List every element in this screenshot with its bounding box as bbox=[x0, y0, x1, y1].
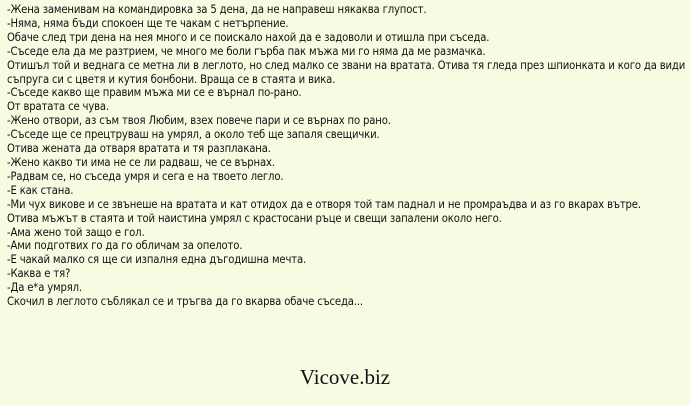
joke-line: -Е чакай малко ся ще си изпалня една дъгодишна мечта. bbox=[7, 253, 307, 267]
joke-line: -Радвам се, но съседа умря и сега е на твоето легло. bbox=[7, 169, 284, 183]
joke-line: От вратата се чува. bbox=[7, 100, 109, 114]
joke-line: -Е как стана. bbox=[7, 183, 74, 197]
joke-line: -Съседе ела да ме разтрием, че много ме боли гърба пак мъжа ми го няма да ме размачка. bbox=[7, 44, 486, 58]
joke-line: -Ама жено той защо е гол. bbox=[7, 225, 145, 239]
joke-line: -Жена заменивам на командировка за 5 дена, да не направеш някаква глупост. bbox=[7, 3, 427, 16]
joke-line: Отива мъжът в стаята и той наистина умрял с крастосани ръце и свещи запалени около него. bbox=[7, 211, 502, 225]
joke-text bbox=[7, 3, 687, 309]
joke-line: -Съседе ще се прецтрувaш на умрял, а около теб ще запаля свещички. bbox=[7, 128, 380, 142]
joke-line: -Ами подготвих го да го обличам за опелото. bbox=[7, 239, 243, 253]
joke-line: -Съседе какво ще правим мъжа ми се е върнал по-рано. bbox=[7, 86, 302, 100]
joke-line: -Жено отвори, аз съм твоя Любим, взех повече пари и се върнах по рано. bbox=[7, 114, 391, 128]
joke-line: -Ми чух викове и се звънеше на вратата и кат отидох да е отворя той там паднал и не промраъдва и аз го вкарах вътре. bbox=[7, 197, 641, 211]
joke-line: -Няма, няма бъди спокоен ще те чакам с нетърпение. bbox=[7, 16, 289, 30]
joke-line: Обаче след три дена на нея много и се поискало нахой да е задоволи и отишла при съседа. bbox=[7, 30, 490, 44]
joke-line: -Жено какво ти има не се ли радваш, че се върнах. bbox=[7, 155, 275, 169]
site-watermark: Vicove.biz bbox=[299, 365, 391, 389]
joke-line: Скочил в леглото съблякал се и тръгва да го вкарва обаче съседа... bbox=[7, 295, 363, 309]
joke-line: -Да е*а умрял. bbox=[7, 281, 82, 295]
joke-line: Отишъл той и веднага се метна ли в леглото, но след малко се звани на вратата. Отива тя гледа през шпионката и кого да види съпруга си с цветя и кутия бонбони. Враща се в стаята и вика. bbox=[7, 58, 686, 86]
joke-line: Отива жената да отваря вратата и тя разплакана. bbox=[7, 142, 271, 156]
joke-line: -Каква е тя? bbox=[7, 267, 71, 281]
